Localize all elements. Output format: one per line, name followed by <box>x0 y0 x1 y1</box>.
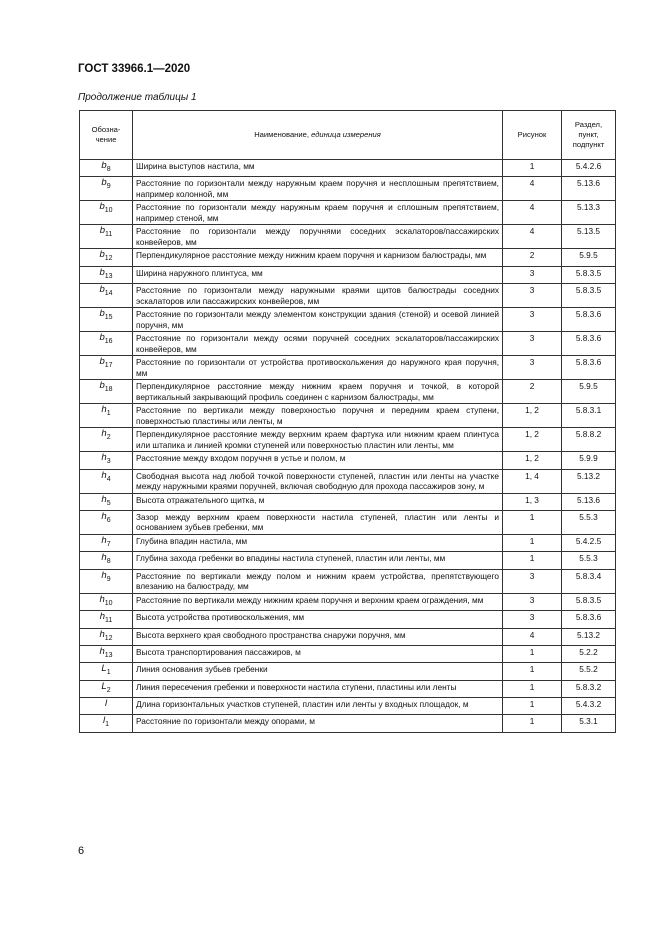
name-cell: Перпендикулярное расстояние между нижним краем поручня и карнизом балюстрады, мм <box>133 249 503 266</box>
table-row <box>80 698 616 715</box>
symbol-cell <box>80 428 133 452</box>
symbol-subscript: 11 <box>105 617 113 625</box>
symbol-subscript: 5 <box>106 499 111 507</box>
name-cell: Перпендикулярное расстояние между верхним краем фартука или нижним краем плинтуса или штапика и линией кромки ступеней или поверхностью пластин или ленты, мм <box>133 428 503 452</box>
figure-cell: 1 <box>503 715 562 732</box>
symbol-subscript: 8 <box>106 558 111 566</box>
symbol-subscript: 6 <box>106 516 111 524</box>
section-cell: 5.8.3.6 <box>562 611 616 628</box>
figure-cell: 1, 2 <box>503 428 562 452</box>
name-cell: Высота отражательного щитка, м <box>133 493 503 510</box>
symbol-subscript: 1 <box>105 721 110 729</box>
figure-cell: 2 <box>503 249 562 266</box>
name-cell: Расстояние по горизонтали между наружным краем поручня и сплошным препятствием, например стеной, мм <box>133 201 503 225</box>
symbol-cell <box>80 534 133 551</box>
section-cell: 5.8.3.4 <box>562 569 616 593</box>
table-row <box>80 332 616 356</box>
figure-cell: 1 <box>503 552 562 569</box>
symbol-letter: h <box>101 452 107 464</box>
table-row <box>80 225 616 249</box>
symbol-subscript: 2 <box>106 434 111 442</box>
table-row <box>80 284 616 308</box>
figure-cell: 1 <box>503 645 562 662</box>
symbols-table <box>79 110 616 733</box>
table-row <box>80 266 616 283</box>
symbol-subscript: 9 <box>106 575 111 583</box>
name-cell: Расстояние по горизонтали между наружными краями щитов балюстрады соседних эскалаторов или пассажирских конвейеров, мм <box>133 284 503 308</box>
table-row <box>80 469 616 493</box>
table-row <box>80 177 616 201</box>
section-cell: 5.13.3 <box>562 201 616 225</box>
table-row <box>80 569 616 593</box>
symbol-cell <box>80 201 133 225</box>
name-cell: Глубина впадин настила, мм <box>133 534 503 551</box>
symbol-letter: b <box>99 284 105 296</box>
symbol-subscript: 13 <box>104 272 113 280</box>
name-cell: Свободная высота над любой точкой поверхности ступеней, пластин или ленты на участке между наружными краями поручней, включая свободную для прохода пассажиров зону, м <box>133 469 503 493</box>
section-cell: 5.13.2 <box>562 469 616 493</box>
symbol-letter: l <box>104 698 108 710</box>
section-cell: 5.8.3.5 <box>562 266 616 283</box>
symbol-cell <box>80 680 133 697</box>
name-cell: Перпендикулярное расстояние между нижним краем поручня и точкой, в которой вертикальный закрывающий профиль соединен с карнизом балюстрады, мм <box>133 380 503 404</box>
symbol-cell <box>80 452 133 469</box>
symbol-cell <box>80 552 133 569</box>
symbol-subscript: 10 <box>104 207 113 215</box>
section-cell: 5.8.3.6 <box>562 332 616 356</box>
header-section: Раздел, пункт, подпункт <box>562 111 616 160</box>
symbol-letter: b <box>101 177 107 189</box>
symbol-cell <box>80 404 133 428</box>
header-name <box>133 111 503 160</box>
table-row <box>80 308 616 332</box>
section-cell: 5.4.3.2 <box>562 698 616 715</box>
section-cell: 5.8.3.2 <box>562 680 616 697</box>
figure-cell: 1, 4 <box>503 469 562 493</box>
figure-cell: 4 <box>503 177 562 201</box>
symbol-subscript: 9 <box>106 183 111 191</box>
symbol-cell <box>80 493 133 510</box>
symbol-cell <box>80 593 133 610</box>
symbol-letter: h <box>101 534 107 546</box>
section-cell: 5.2.2 <box>562 645 616 662</box>
page-number: 6 <box>78 845 85 857</box>
section-cell: 5.8.3.5 <box>562 284 616 308</box>
symbol-subscript: 12 <box>104 634 113 642</box>
table-row <box>80 663 616 680</box>
name-cell: Расстояние по горизонтали между осями поручней соседних эскалаторов/пассажирских конвейеров, мм <box>133 332 503 356</box>
table-header-row <box>80 111 616 160</box>
symbol-cell <box>80 308 133 332</box>
symbol-letter: h <box>101 569 107 581</box>
figure-cell: 1, 2 <box>503 404 562 428</box>
figure-cell: 1 <box>503 534 562 551</box>
figure-cell: 3 <box>503 332 562 356</box>
symbol-letter: h <box>101 510 107 522</box>
figure-cell: 1 <box>503 160 562 177</box>
symbol-subscript: 16 <box>104 338 113 346</box>
figure-cell: 3 <box>503 611 562 628</box>
symbol-cell <box>80 569 133 593</box>
section-cell: 5.9.9 <box>562 452 616 469</box>
section-cell: 5.5.3 <box>562 552 616 569</box>
document-header: ГОСТ 33966.1—2020 <box>78 63 191 75</box>
name-cell: Расстояние по горизонтали между наружным краем поручня и несплошным препятствием, например колонной, мм <box>133 177 503 201</box>
figure-cell: 3 <box>503 356 562 380</box>
symbol-subscript: 12 <box>104 255 113 263</box>
symbol-letter: b <box>99 225 105 237</box>
symbol-cell <box>80 628 133 645</box>
symbol-subscript: 11 <box>105 231 113 239</box>
section-cell: 5.4.2.6 <box>562 160 616 177</box>
figure-cell: 1, 2 <box>503 452 562 469</box>
symbol-subscript: 8 <box>106 165 111 173</box>
symbol-subscript: 4 <box>106 475 111 483</box>
section-cell: 5.13.6 <box>562 177 616 201</box>
section-cell: 5.8.3.6 <box>562 356 616 380</box>
symbol-letter: b <box>99 332 105 344</box>
symbol-letter: L <box>101 680 107 692</box>
header-figure: Рисунок <box>503 111 562 160</box>
symbol-cell <box>80 225 133 249</box>
symbol-cell <box>80 284 133 308</box>
symbol-cell <box>80 510 133 534</box>
symbol-cell <box>80 177 133 201</box>
figure-cell: 1, 3 <box>503 493 562 510</box>
table-row <box>80 493 616 510</box>
figure-cell: 1 <box>503 680 562 697</box>
symbol-cell <box>80 611 133 628</box>
name-cell: Расстояние по вертикали между полом и нижним краем устройства, препятствующего влезанию на балюстраду, мм <box>133 569 503 593</box>
symbol-subscript: 1 <box>106 669 111 677</box>
symbol-letter: h <box>101 404 107 416</box>
symbol-subscript: 7 <box>106 540 111 548</box>
table-continuation-caption: Продолжение таблицы 1 <box>78 92 197 103</box>
table-row <box>80 645 616 662</box>
figure-cell: 3 <box>503 593 562 610</box>
table-row <box>80 552 616 569</box>
symbol-cell <box>80 249 133 266</box>
symbol-letter: b <box>99 266 105 278</box>
symbol-letter: h <box>101 552 107 564</box>
figure-cell: 1 <box>503 663 562 680</box>
name-cell: Ширина выступов настила, мм <box>133 160 503 177</box>
symbol-subscript: 14 <box>104 290 113 298</box>
header-name-italic: единица измерения <box>311 130 381 139</box>
symbol-subscript: 3 <box>106 458 111 466</box>
figure-cell: 3 <box>503 569 562 593</box>
symbol-letter: L <box>101 663 107 675</box>
symbol-letter: h <box>99 611 105 623</box>
name-cell: Глубина захода гребенки во впадины настила ступеней, пластин или ленты, мм <box>133 552 503 569</box>
table-row <box>80 593 616 610</box>
symbol-letter: h <box>101 428 107 440</box>
name-cell: Высота транспортирования пассажиров, м <box>133 645 503 662</box>
table-body <box>80 160 616 733</box>
symbol-cell <box>80 698 133 715</box>
figure-cell: 4 <box>503 201 562 225</box>
table-row <box>80 428 616 452</box>
section-cell: 5.4.2.5 <box>562 534 616 551</box>
symbol-cell <box>80 645 133 662</box>
header-designation: Обозна-чение <box>80 111 133 160</box>
section-cell: 5.9.5 <box>562 249 616 266</box>
table-row <box>80 201 616 225</box>
symbol-cell <box>80 356 133 380</box>
table-row <box>80 611 616 628</box>
name-cell: Линия основания зубьев гребенки <box>133 663 503 680</box>
name-cell: Зазор между верхним краем поверхности настила ступеней, пластин или ленты и основанием зубьев гребенки, мм <box>133 510 503 534</box>
symbol-letter: h <box>99 628 105 640</box>
symbol-letter: h <box>101 469 107 481</box>
table-row <box>80 160 616 177</box>
symbol-cell <box>80 469 133 493</box>
table-row <box>80 249 616 266</box>
figure-cell: 1 <box>503 698 562 715</box>
symbol-letter: l <box>102 715 106 727</box>
name-cell: Расстояние по вертикали между поверхностью поручня и передним краем ступени, поверхностью пластины или ленты, м <box>133 404 503 428</box>
symbol-subscript: 15 <box>104 314 113 322</box>
symbol-letter: b <box>101 160 107 171</box>
name-cell: Расстояние по горизонтали между опорами, м <box>133 715 503 732</box>
section-cell: 5.8.3.5 <box>562 593 616 610</box>
symbol-letter: b <box>99 380 105 392</box>
name-cell: Высота устройства противоскольжения, мм <box>133 611 503 628</box>
name-cell: Расстояние по горизонтали между элементом конструкции здания (стеной) и осевой линией поручня, мм <box>133 308 503 332</box>
header-name-plain: Наименование, <box>254 130 312 139</box>
table-row <box>80 452 616 469</box>
symbol-letter: b <box>99 249 105 261</box>
symbol-subscript: 18 <box>104 386 113 394</box>
section-cell: 5.9.5 <box>562 380 616 404</box>
name-cell: Ширина наружного плинтуса, мм <box>133 266 503 283</box>
figure-cell: 3 <box>503 308 562 332</box>
figure-cell: 3 <box>503 266 562 283</box>
table-row <box>80 404 616 428</box>
symbol-cell <box>80 663 133 680</box>
symbol-subscript: 13 <box>104 651 113 659</box>
section-cell: 5.13.5 <box>562 225 616 249</box>
figure-cell: 4 <box>503 225 562 249</box>
symbol-letter: h <box>99 645 105 657</box>
name-cell: Высота верхнего края свободного пространства снаружи поручня, мм <box>133 628 503 645</box>
table-row <box>80 628 616 645</box>
symbol-subscript: 10 <box>104 599 113 607</box>
name-cell: Расстояние по горизонтали от устройства противоскольжения до наружного края поручня, мм <box>133 356 503 380</box>
symbol-subscript: 17 <box>104 362 113 370</box>
name-cell: Длина горизонтальных участков ступеней, пластин или ленты у входных площадок, м <box>133 698 503 715</box>
name-cell: Расстояние по горизонтали между поручнями соседних эскалаторов/пассажирских конвейеров, мм <box>133 225 503 249</box>
table-row <box>80 380 616 404</box>
table-row <box>80 680 616 697</box>
figure-cell: 2 <box>503 380 562 404</box>
section-cell: 5.8.3.6 <box>562 308 616 332</box>
symbol-letter: h <box>99 593 105 605</box>
table-row <box>80 534 616 551</box>
name-cell: Расстояние между входом поручня в устье и полом, м <box>133 452 503 469</box>
figure-cell: 3 <box>503 284 562 308</box>
name-cell: Линия пересечения гребенки и поверхности настила ступени, пластины или ленты <box>133 680 503 697</box>
section-cell: 5.13.6 <box>562 493 616 510</box>
symbol-cell <box>80 160 133 177</box>
symbol-cell <box>80 380 133 404</box>
table-row <box>80 510 616 534</box>
symbol-cell <box>80 266 133 283</box>
section-cell: 5.3.1 <box>562 715 616 732</box>
symbol-letter: b <box>99 201 105 213</box>
section-cell: 5.5.3 <box>562 510 616 534</box>
section-cell: 5.5.2 <box>562 663 616 680</box>
symbol-subscript: 2 <box>106 686 111 694</box>
name-cell: Расстояние по вертикали между нижним краем поручня и верхним краем ограждения, мм <box>133 593 503 610</box>
section-cell: 5.13.2 <box>562 628 616 645</box>
symbol-letter: h <box>101 493 107 505</box>
section-cell: 5.8.8.2 <box>562 428 616 452</box>
symbol-cell <box>80 715 133 732</box>
table-row <box>80 715 616 732</box>
figure-cell: 4 <box>503 628 562 645</box>
table-row <box>80 356 616 380</box>
symbol-letter: b <box>99 356 105 368</box>
symbol-cell <box>80 332 133 356</box>
section-cell: 5.8.3.1 <box>562 404 616 428</box>
symbol-subscript: 1 <box>106 410 111 418</box>
figure-cell: 1 <box>503 510 562 534</box>
symbol-letter: b <box>99 308 105 320</box>
